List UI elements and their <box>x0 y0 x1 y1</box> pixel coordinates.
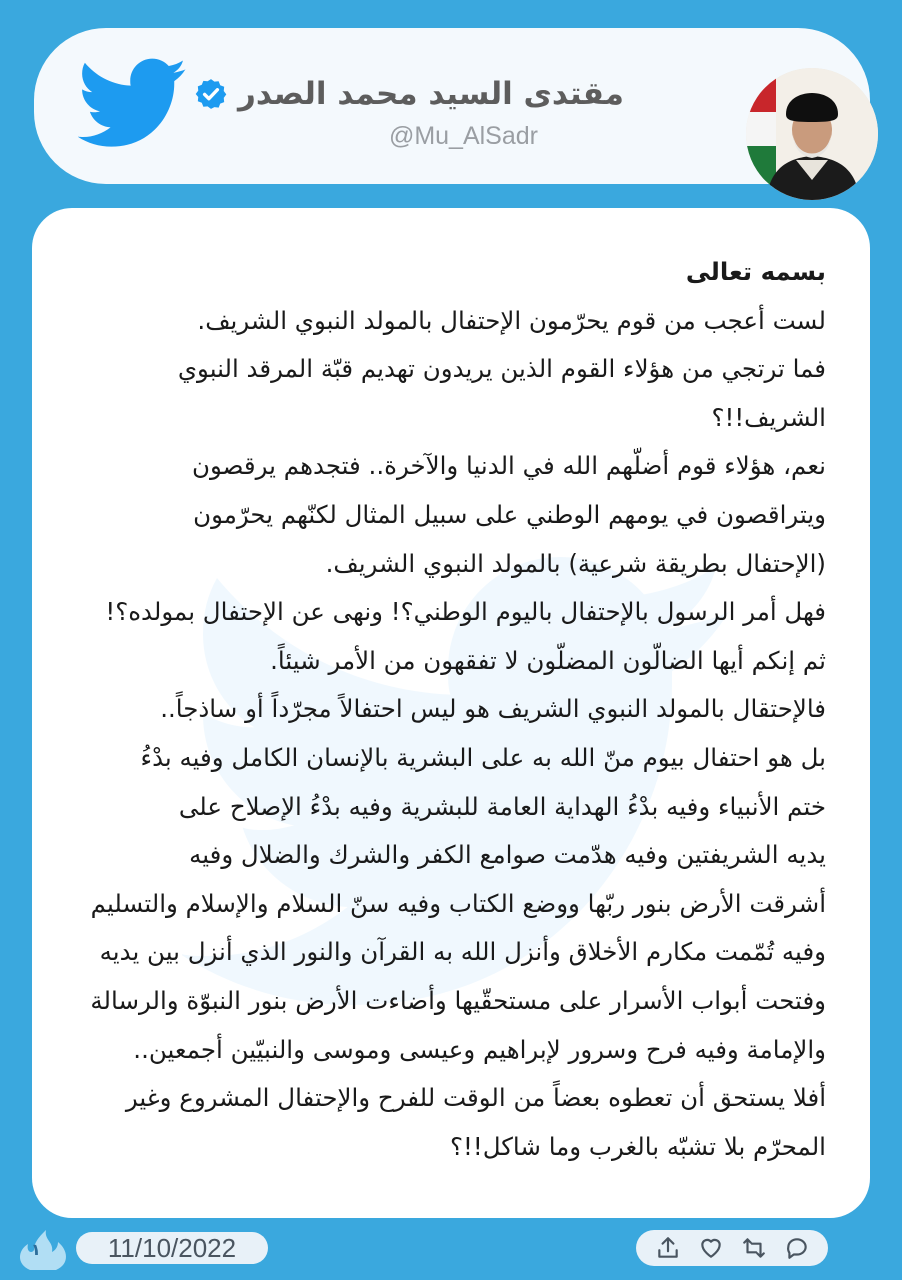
retweet-icon[interactable] <box>741 1235 767 1261</box>
tweet-line: والإمامة وفيه فرح وسرور لإبراهيم وعيسى وموسى والنبيّين أجمعين.. <box>133 1034 826 1064</box>
user-handle[interactable]: @Mu_AlSadr <box>388 122 538 150</box>
verified-badge-icon <box>194 77 228 111</box>
tweet-line: لست أعجب من قوم يحرّمون الإحتفال بالمولد النبوي الشريف. <box>197 305 826 335</box>
tweet-text <box>74 248 826 1171</box>
tweet-line: ويتراقصون في يومهم الوطني على سبيل المثال لكنّهم يحرّمون <box>193 499 826 529</box>
page-number: ١ <box>31 1240 41 1259</box>
tweet-line: فما ترتجي من هؤلاء القوم الذين يريدون تهديم قبّة المرقد النبوي <box>177 354 826 384</box>
tweet-line: وفيه تُمّمت مكارم الأخلاق وأنزل الله به القرآن والنور الذي أنزل بين يديه <box>99 937 826 967</box>
tweet-line: بل هو احتفال بيوم منّ الله به على البشرية بالإنسان الكامل وفيه بدْءُ <box>140 742 826 772</box>
tweet-line: نعم، هؤلاء قوم أضلّهم الله في الدنيا والآخرة.. فتجدهم يرقصون <box>192 451 826 481</box>
twitter-bird-icon <box>78 54 188 154</box>
tweet-line: أشرقت الأرض بنور ربّها ووضع الكتاب وفيه سنّ السلام والإسلام والتسليم <box>90 888 826 918</box>
display-name[interactable]: مقتدى السيد محمد الصدر <box>237 76 624 112</box>
tweet-date: 11/10/2022 <box>76 1232 268 1264</box>
tweet-actions <box>636 1230 828 1266</box>
tweet-line: ختم الأنبياء وفيه بدْءُ الهداية العامة للبشرية وفيه بدْءُ الإصلاح على <box>178 791 826 821</box>
tweet-line: فالإحتقال بالمولد النبوي الشريف هو ليس احتفالاً مجرّداً أو ساذجاً.. <box>160 694 826 724</box>
tweet-line: بسمه تعالى <box>685 257 826 286</box>
tweet-line: (الإحتفال بطريقة شرعية) بالمولد النبوي الشريف. <box>325 548 826 578</box>
tweet-line: أفلا يستحق أن تعطوه بعضاً من الوقت للفرح والإحتفال المشروع وغير <box>125 1083 826 1113</box>
flame-badge-icon <box>10 1228 80 1272</box>
tweet-content-card <box>32 208 870 1218</box>
tweet-line: فهل أمر الرسول بالإحتفال باليوم الوطني؟! ونهى عن الإحتفال بمولده؟! <box>105 597 826 627</box>
avatar-portrait-image <box>746 68 878 200</box>
tweet-line: المحرّم بلا تشبّه بالغرب وما شاكل!!؟ <box>450 1131 826 1161</box>
footer-bar <box>0 1222 902 1280</box>
tweet-line: الشريف!!؟ <box>711 402 826 432</box>
reply-icon[interactable] <box>784 1235 810 1261</box>
like-icon[interactable] <box>698 1235 724 1261</box>
tweet-line: وفتحت أبواب الأسرار على مستحقّيها وأضاءت الأرض بنور النبوّة والرسالة <box>90 985 826 1015</box>
profile-header-card <box>34 28 870 184</box>
name-row <box>194 72 624 116</box>
tweet-line: ثم إنكم أيها الضالّون المضلّون لا تفقهون من الأمر شيئاً. <box>270 645 826 675</box>
avatar[interactable] <box>746 68 878 200</box>
tweet-line: يديه الشريفتين وفيه هدّمت صوامع الكفر والشرك والضلال وفيه <box>189 840 826 870</box>
share-icon[interactable] <box>655 1235 681 1261</box>
